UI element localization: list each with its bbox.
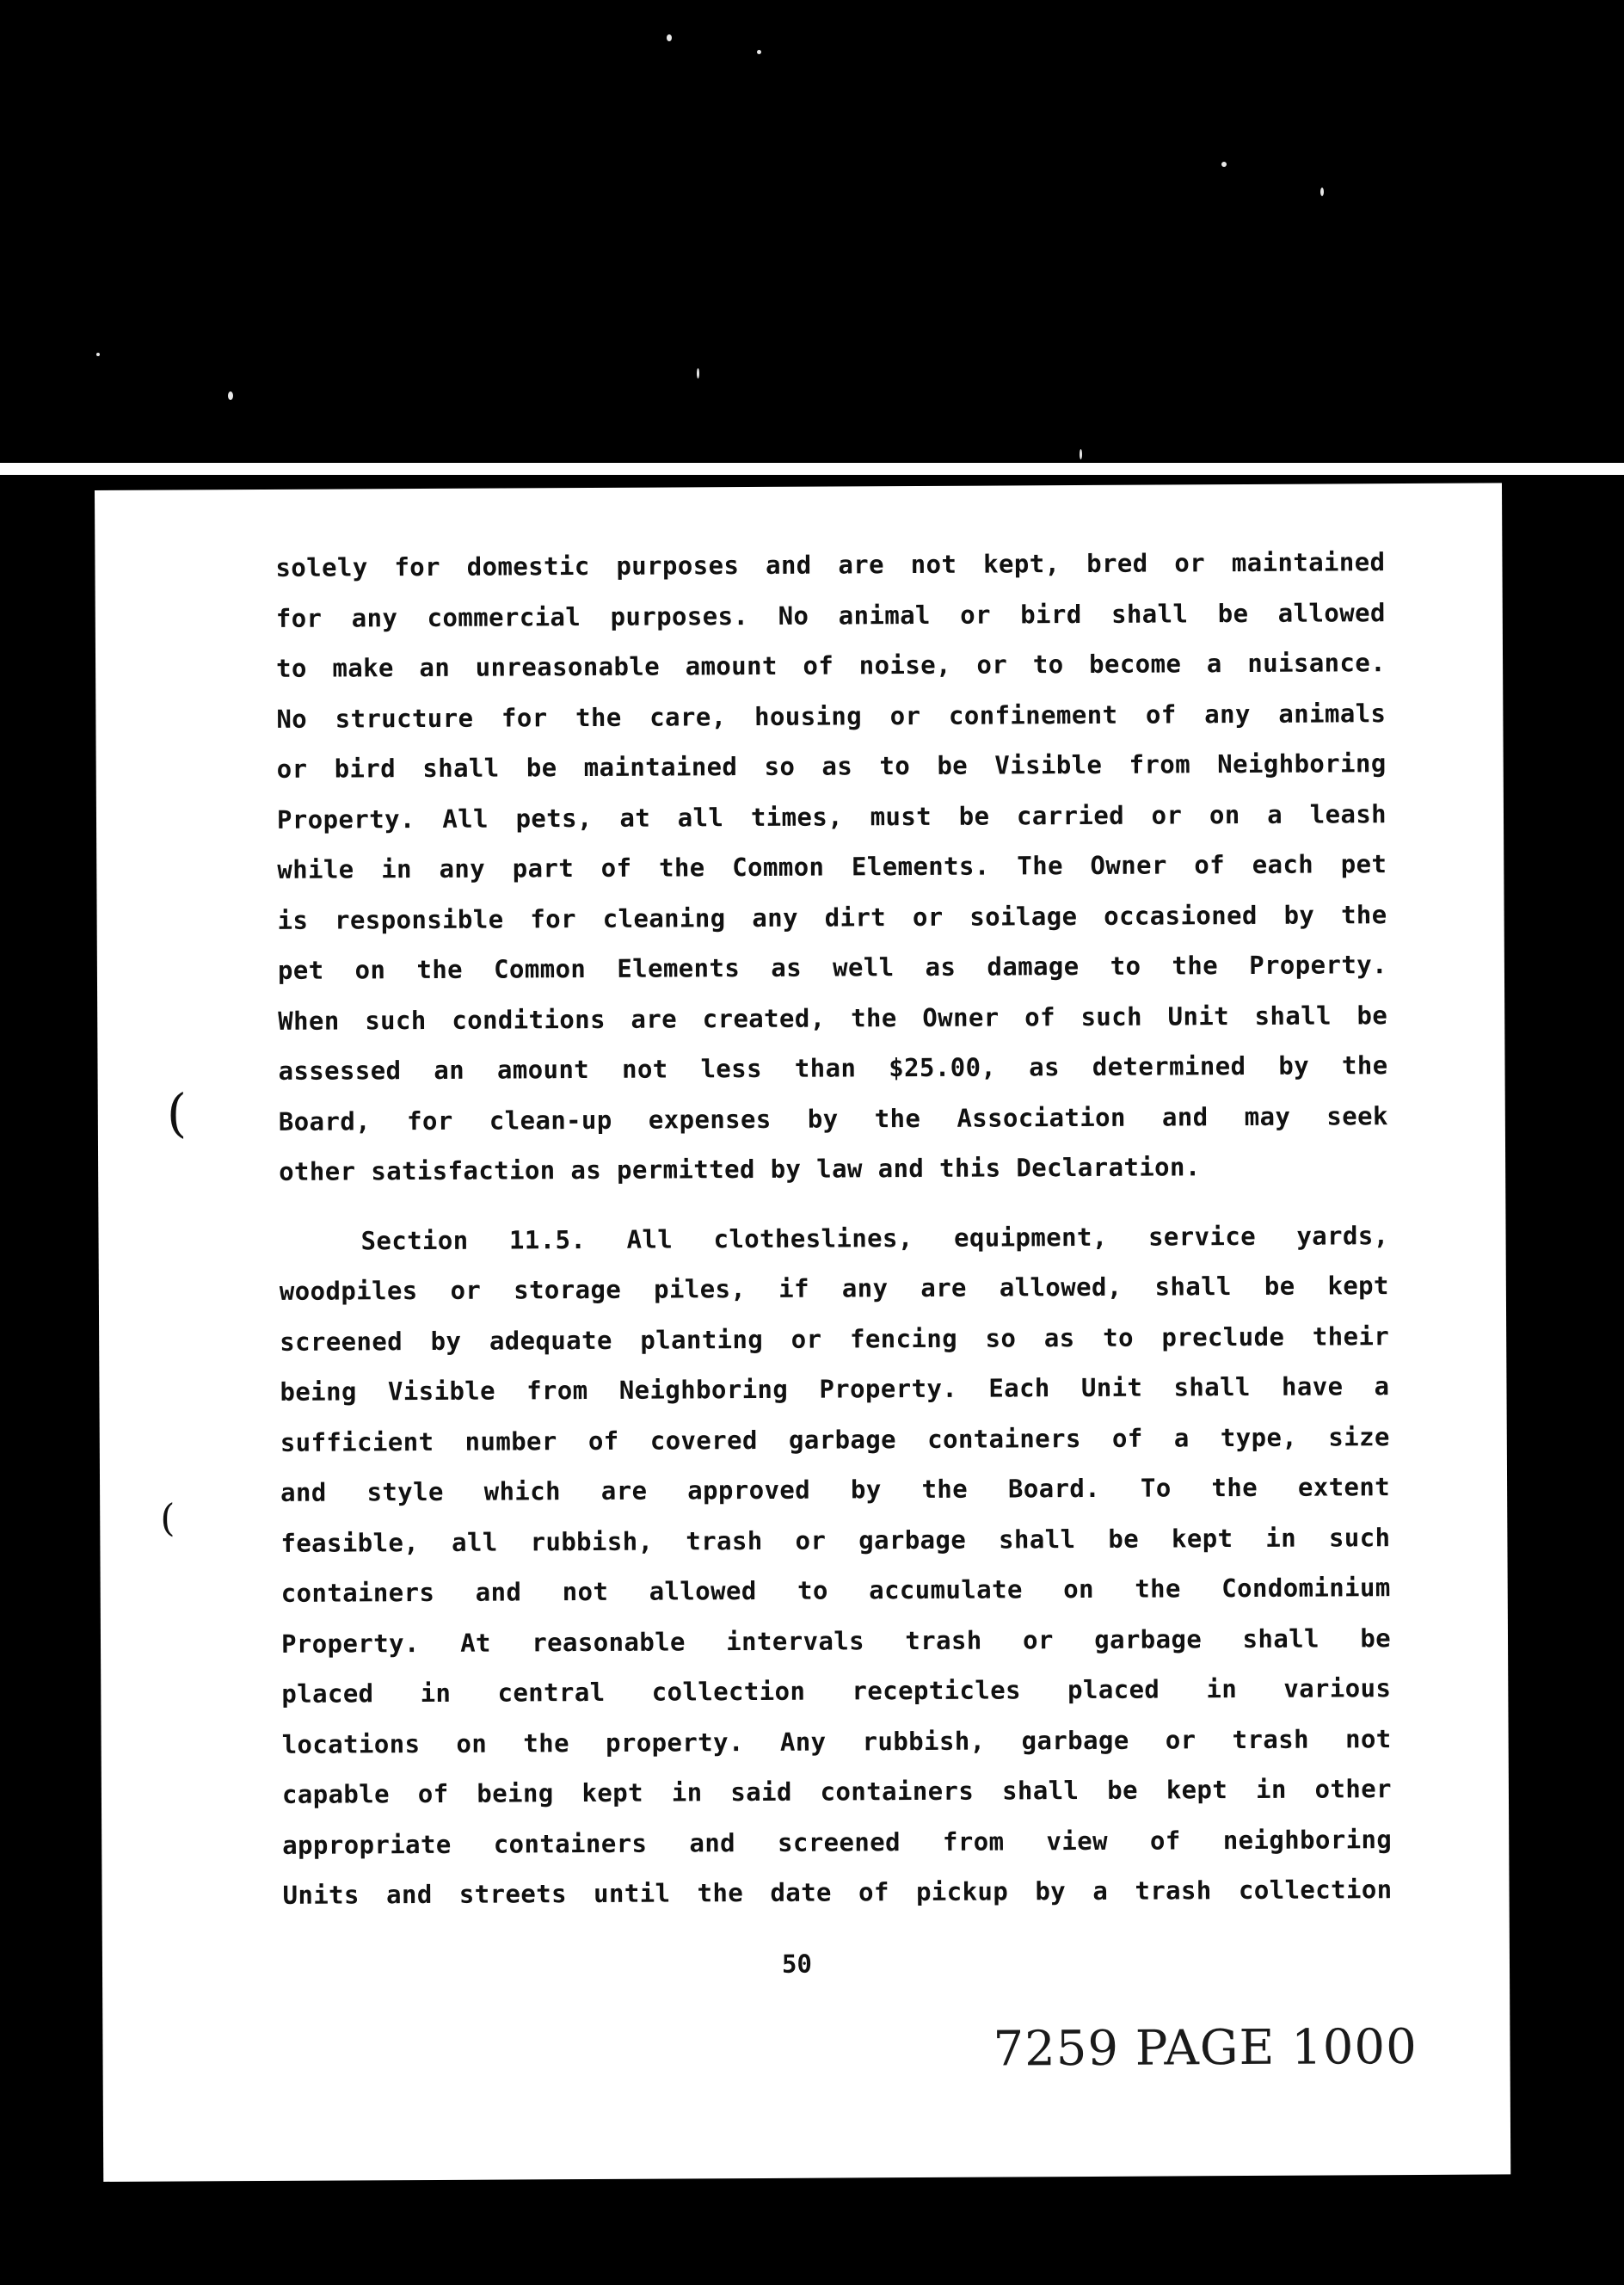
text-line: Units and streets until the date of pickup by a trash collection [282, 1875, 1393, 1910]
margin-bracket-mark: ( [160, 1496, 175, 1541]
text-line: Property. All pets, at all times, must be carried or on a leash [276, 798, 1387, 835]
scan-speck [1221, 162, 1227, 167]
text-line: being Visible from Neighboring Property. Each Unit shall have a [280, 1371, 1390, 1407]
scan-border-top [0, 0, 1624, 460]
text-line: When such conditions are created, the Owner of such Unit shall be [278, 1000, 1388, 1036]
text-line: Property. At reasonable intervals trash or garbage shall be [280, 1623, 1392, 1659]
text-line: while in any part of the Common Elements. The Owner of each pet [277, 849, 1387, 884]
page-number: 50 [781, 1949, 812, 1979]
paragraph-pets [275, 537, 1388, 1197]
margin-bracket-mark: ( [166, 1083, 188, 1144]
text-line: solely for domestic purposes and are not kept, bred or maintained [275, 547, 1386, 582]
recording-stamp: 7259 PAGE 1000 [993, 2018, 1418, 2078]
text-line: locations on the property. Any rubbish, garbage or trash not [281, 1723, 1392, 1759]
scan-speck [96, 353, 100, 356]
text-line: woodpiles or storage piles, if any are allowed, shall be kept [279, 1271, 1389, 1306]
text-line: No structure for the care, housing or confinement of any animals [276, 698, 1387, 734]
text-line: containers and not allowed to accumulate on the Condominium [280, 1573, 1391, 1608]
text-line: and style which are approved by the Board. To the extent [280, 1472, 1391, 1507]
text-line: Section 11.5. All clotheslines, equipment, service yards, [360, 1220, 1389, 1255]
text-line: screened by adequate planting or fencing so as to preclude their [280, 1321, 1390, 1357]
scan-speck [667, 34, 672, 41]
scan-speck [697, 368, 699, 379]
text-line: pet on the Common Elements as well as damage to the Property. [277, 950, 1387, 985]
text-line: capable of being kept in said containers shall be kept in other [281, 1774, 1393, 1809]
paragraph-section-11-5 [279, 1210, 1392, 1921]
text-line: feasible, all rubbish, trash or garbage shall be kept in such [280, 1522, 1391, 1558]
document-page [95, 483, 1510, 2182]
text-line: to make an unreasonable amount of noise, or to become a nuisance. [275, 648, 1387, 683]
text-line: other satisfaction as permitted by law and this Declaration. [279, 1152, 1201, 1186]
scan-divider [0, 463, 1624, 475]
text-line: for any commercial purposes. No animal or bird shall be allowed [275, 597, 1386, 633]
body-text [275, 537, 1392, 1920]
text-line: Board, for clean-up expenses by the Association and may seek [278, 1100, 1388, 1136]
scan-speck [228, 391, 233, 400]
scan-speck [757, 50, 761, 54]
text-line: appropriate containers and screened from view of neighboring [282, 1824, 1393, 1860]
text-line: or bird shall be maintained so as to be Visible from Neighboring [276, 748, 1387, 784]
text-line: placed in central collection recepticles placed in various [281, 1673, 1392, 1709]
scan-speck [1320, 188, 1324, 196]
scan-speck [1080, 449, 1082, 459]
text-line: assessed an amount not less than $25.00, as determined by the [278, 1050, 1388, 1086]
text-line: is responsible for cleaning any dirt or soilage occasioned by the [277, 899, 1387, 935]
text-line: sufficient number of covered garbage containers of a type, size [280, 1421, 1390, 1457]
